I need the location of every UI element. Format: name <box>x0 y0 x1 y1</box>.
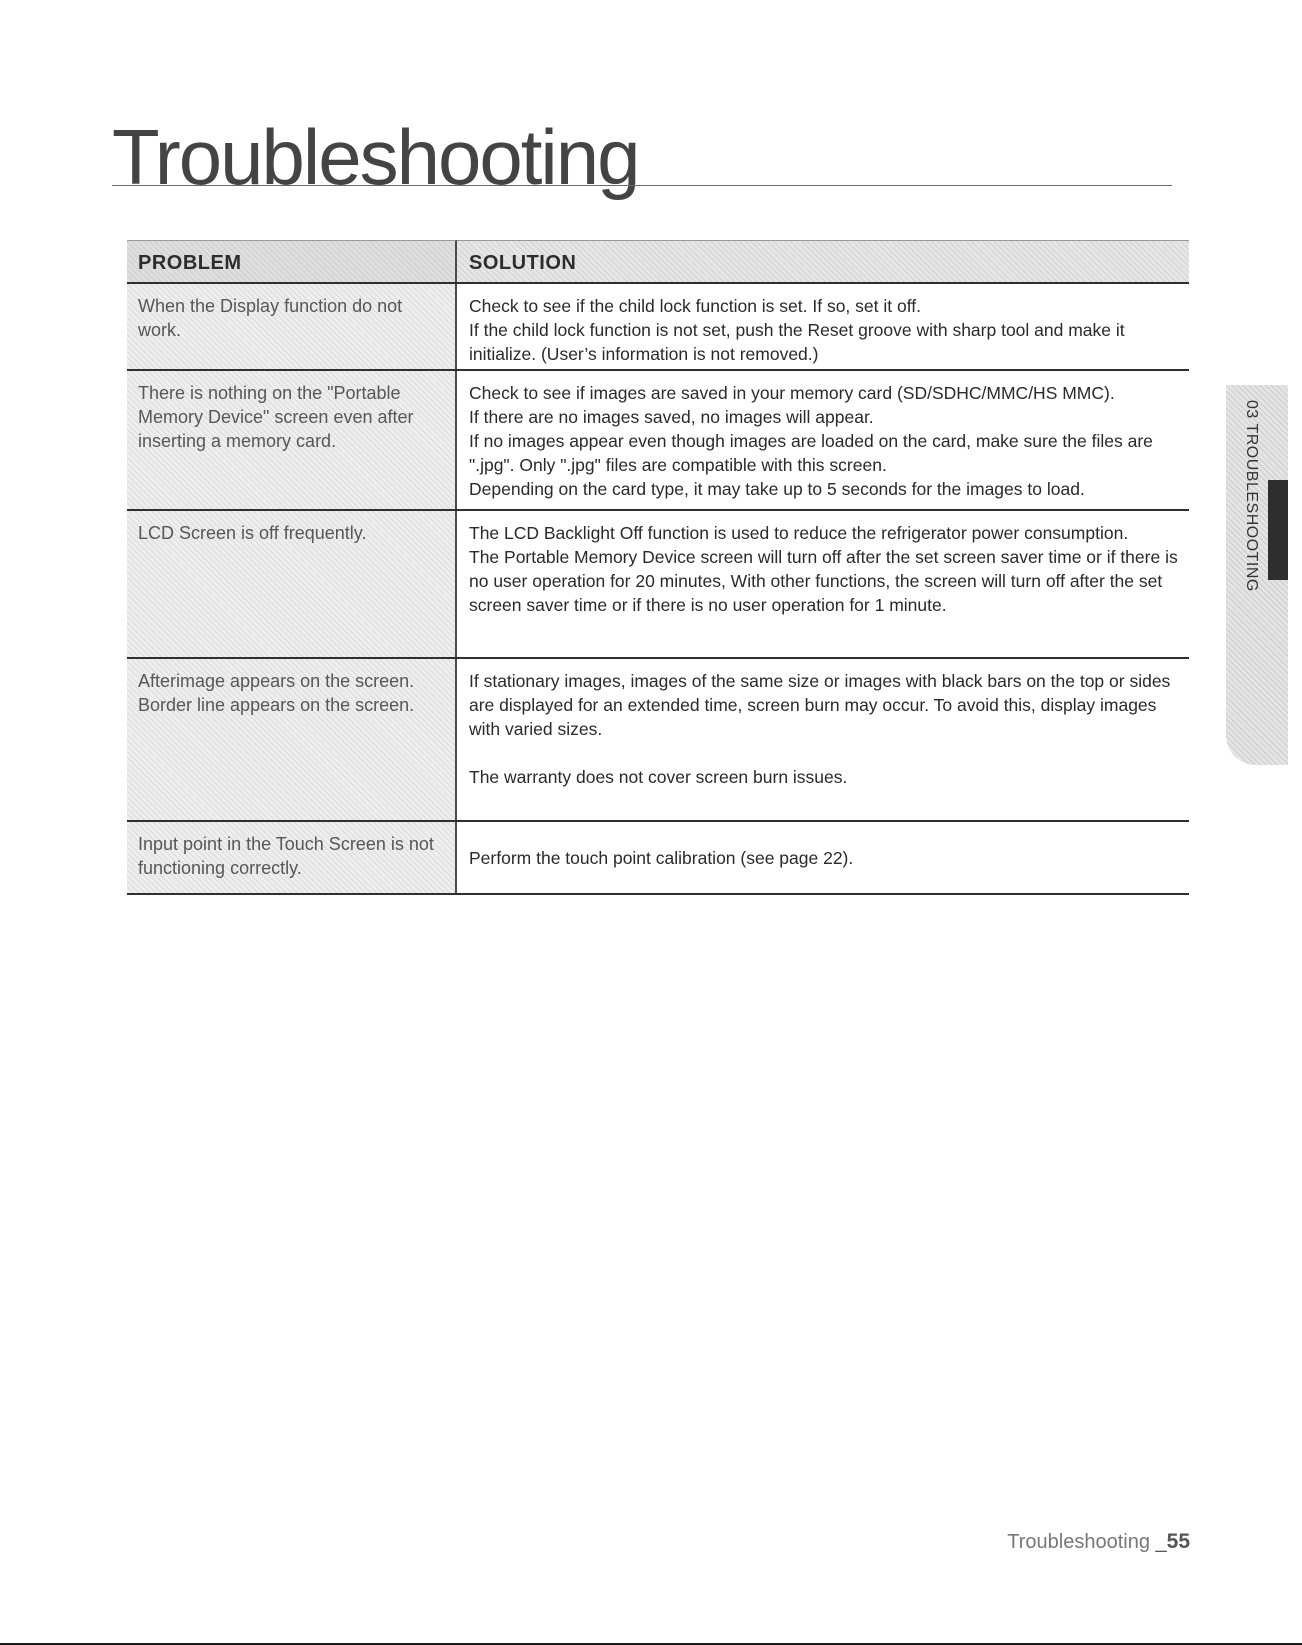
chapter-marker <box>1268 480 1288 580</box>
chapter-tab-label: 03 TROUBLESHOOTING <box>1243 400 1260 592</box>
page-number: 55 <box>1166 1530 1190 1553</box>
header-problem: PROBLEM <box>127 240 457 282</box>
solution-cell <box>457 822 1189 893</box>
solution-text: The LCD Backlight Off function is used to reduce the refrigerator power consumption. <box>469 523 1129 543</box>
solution-cell <box>457 371 1189 509</box>
solution-text: Depending on the card type, it may take up to 5 seconds for the images to load. <box>469 479 1085 499</box>
footer-label: Troubleshooting <box>1007 1531 1150 1553</box>
table-row <box>127 284 1189 371</box>
title-divider <box>112 185 1172 186</box>
solution-text: If the child lock function is not set, push the Reset groove with sharp tool and make it initialize. (User’s information is not removed.) <box>469 320 1125 364</box>
table-row <box>127 511 1189 659</box>
header-solution: SOLUTION <box>457 240 1189 282</box>
solution-text: If there are no images saved, no images will appear. <box>469 407 874 427</box>
table-header-row <box>127 240 1189 284</box>
table-row <box>127 659 1189 822</box>
problem-cell: Afterimage appears on the screen. Border line appears on the screen. <box>127 659 457 820</box>
problem-cell: There is nothing on the "Portable Memory Device" screen even after inserting a memory card. <box>127 371 457 509</box>
solution-text: The warranty does not cover screen burn issues. <box>469 767 848 787</box>
troubleshooting-table <box>127 240 1189 895</box>
table-row <box>127 822 1189 895</box>
problem-cell: LCD Screen is off frequently. <box>127 511 457 657</box>
solution-text: Perform the touch point calibration (see page 22). <box>469 848 854 868</box>
solution-text: If stationary images, images of the same size or images with black bars on the top or sides are displayed for an extended time, screen burn may occur. To avoid this, display images with varied sizes. <box>469 671 1171 739</box>
solution-text: Check to see if images are saved in your memory card (SD/SDHC/MMC/HS MMC). <box>469 383 1115 403</box>
solution-text: The Portable Memory Device screen will turn off after the set screen saver time or if there is no user operation for 20 minutes, With other functions, the screen will turn off after the set screen saver time or if there is no user operation for 1 minute. <box>469 547 1178 615</box>
footer-separator: _ <box>1149 1531 1167 1553</box>
table-row <box>127 371 1189 511</box>
solution-cell <box>457 284 1189 369</box>
page-title: Troubleshooting <box>112 113 639 201</box>
problem-cell: When the Display function do not work. <box>127 284 457 369</box>
page-footer <box>1007 1530 1190 1554</box>
problem-cell: Input point in the Touch Screen is not functioning correctly. <box>127 822 457 893</box>
solution-cell <box>457 511 1189 657</box>
solution-text: Check to see if the child lock function is set. If so, set it off. <box>469 296 921 316</box>
solution-cell <box>457 659 1189 820</box>
solution-text: If no images appear even though images are loaded on the card, make sure the files are ".jpg". Only ".jpg" files are compatible with this screen. <box>469 431 1153 475</box>
